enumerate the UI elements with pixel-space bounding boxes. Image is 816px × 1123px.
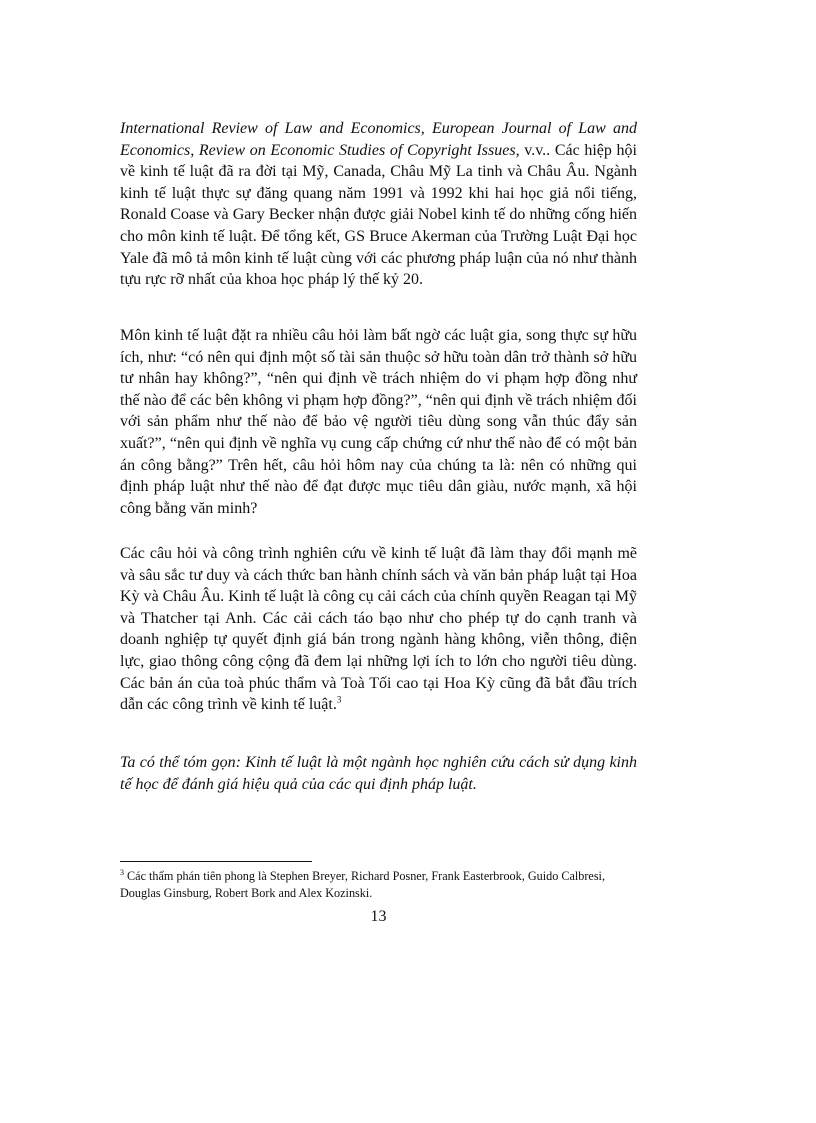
paragraph-3-text: Các câu hỏi và công trình nghiên cứu về kinh tế luật đã làm thay đổi mạnh mẽ và sâu sắc tư duy và cách thức ban hành chính sách và văn bản pháp luật tại Hoa Kỳ và Châu Âu. Kinh tế luật là công cụ cải cách của chính quyền Reagan tại Mỹ và Thatcher tại Anh. Các cải cách táo bạo như cho phép tự do cạnh tranh và doanh nghiệp tự quyết định giá bán trong ngành hàng không, viễn thông, điện lực, giao thông công cộng đã đem lại những lợi ích to lớn cho người tiêu dùng. Các bản án của toà phúc thẩm và Toà Tối cao tại Hoa Kỳ cũng đã bắt đầu trích dẫn các công trình về kinh tế luật. [120,545,637,714]
footnote-separator [120,861,312,862]
journal-titles: International Review of Law and Economics, European Journal of Law and Economics, Review on Economic Studies of Copyright Issues, [120,120,637,159]
page-number: 13 [370,908,387,925]
paragraph-journals-and-nobel [120,118,637,291]
paragraph-summary: Ta có thể tóm gọn: Kinh tế luật là một ngành học nghiên cứu cách sử dụng kinh tế học để đánh giá hiệu quả của các qui định pháp luật. [120,754,637,793]
footnote-text: Các thẩm phán tiên phong là Stephen Breyer, Richard Posner, Frank Easterbrook, Guido Calbresi, Douglas Ginsburg, Robert Bork and Alex Kozinski. [120,869,605,900]
footnote [120,868,637,902]
paragraph-questions: Môn kinh tế luật đặt ra nhiều câu hỏi làm bất ngờ các luật gia, song thực sự hữu ích, như: “có nên qui định một số tài sản thuộc sở hữu toàn dân trở thành sở hữu tư nhân hay không?”, “nên qui định về trách nhiệm do vi phạm hợp đồng như thế nào để các bên không vi phạm hợp đồng?”, “nên qui định về trách nhiệm đối với sản phẩm như thế nào để bảo vệ người tiêu dùng song vẫn thúc đẩy sản xuất?”, “nên qui định về nghĩa vụ cung cấp chứng cứ như thế nào để có một bản án công bằng?” Trên hết, câu hỏi hôm nay của chúng ta là: nên có những qui định pháp luật như thế nào để đạt được mục tiêu dân giàu, nước mạnh, xã hội công bằng văn minh? [120,327,637,517]
footnote-marker: 3 [120,867,124,877]
footnote-reference[interactable]: 3 [336,694,342,705]
paragraph-impact [120,543,637,716]
paragraph-1-text: v.v.. Các hiệp hội về kinh tế luật đã ra đời tại Mỹ, Canada, Châu Mỹ La tinh và Châu Âu. Ngành kinh tế luật thực sự đăng quang năm 1991 và 1992 khi hai học giả nổi tiếng, Ronald Coase và Gary Becker nhận được giải Nobel kinh tế do những cống hiến cho môn kinh tế luật. Để tổng kết, GS Bruce Akerman của Trường Luật Đại học Yale đã mô tả môn kinh tế luật cùng với các phương pháp luận của nó như thành tựu rực rỡ nhất của khoa học pháp lý thế kỷ 20. [120,141,637,289]
